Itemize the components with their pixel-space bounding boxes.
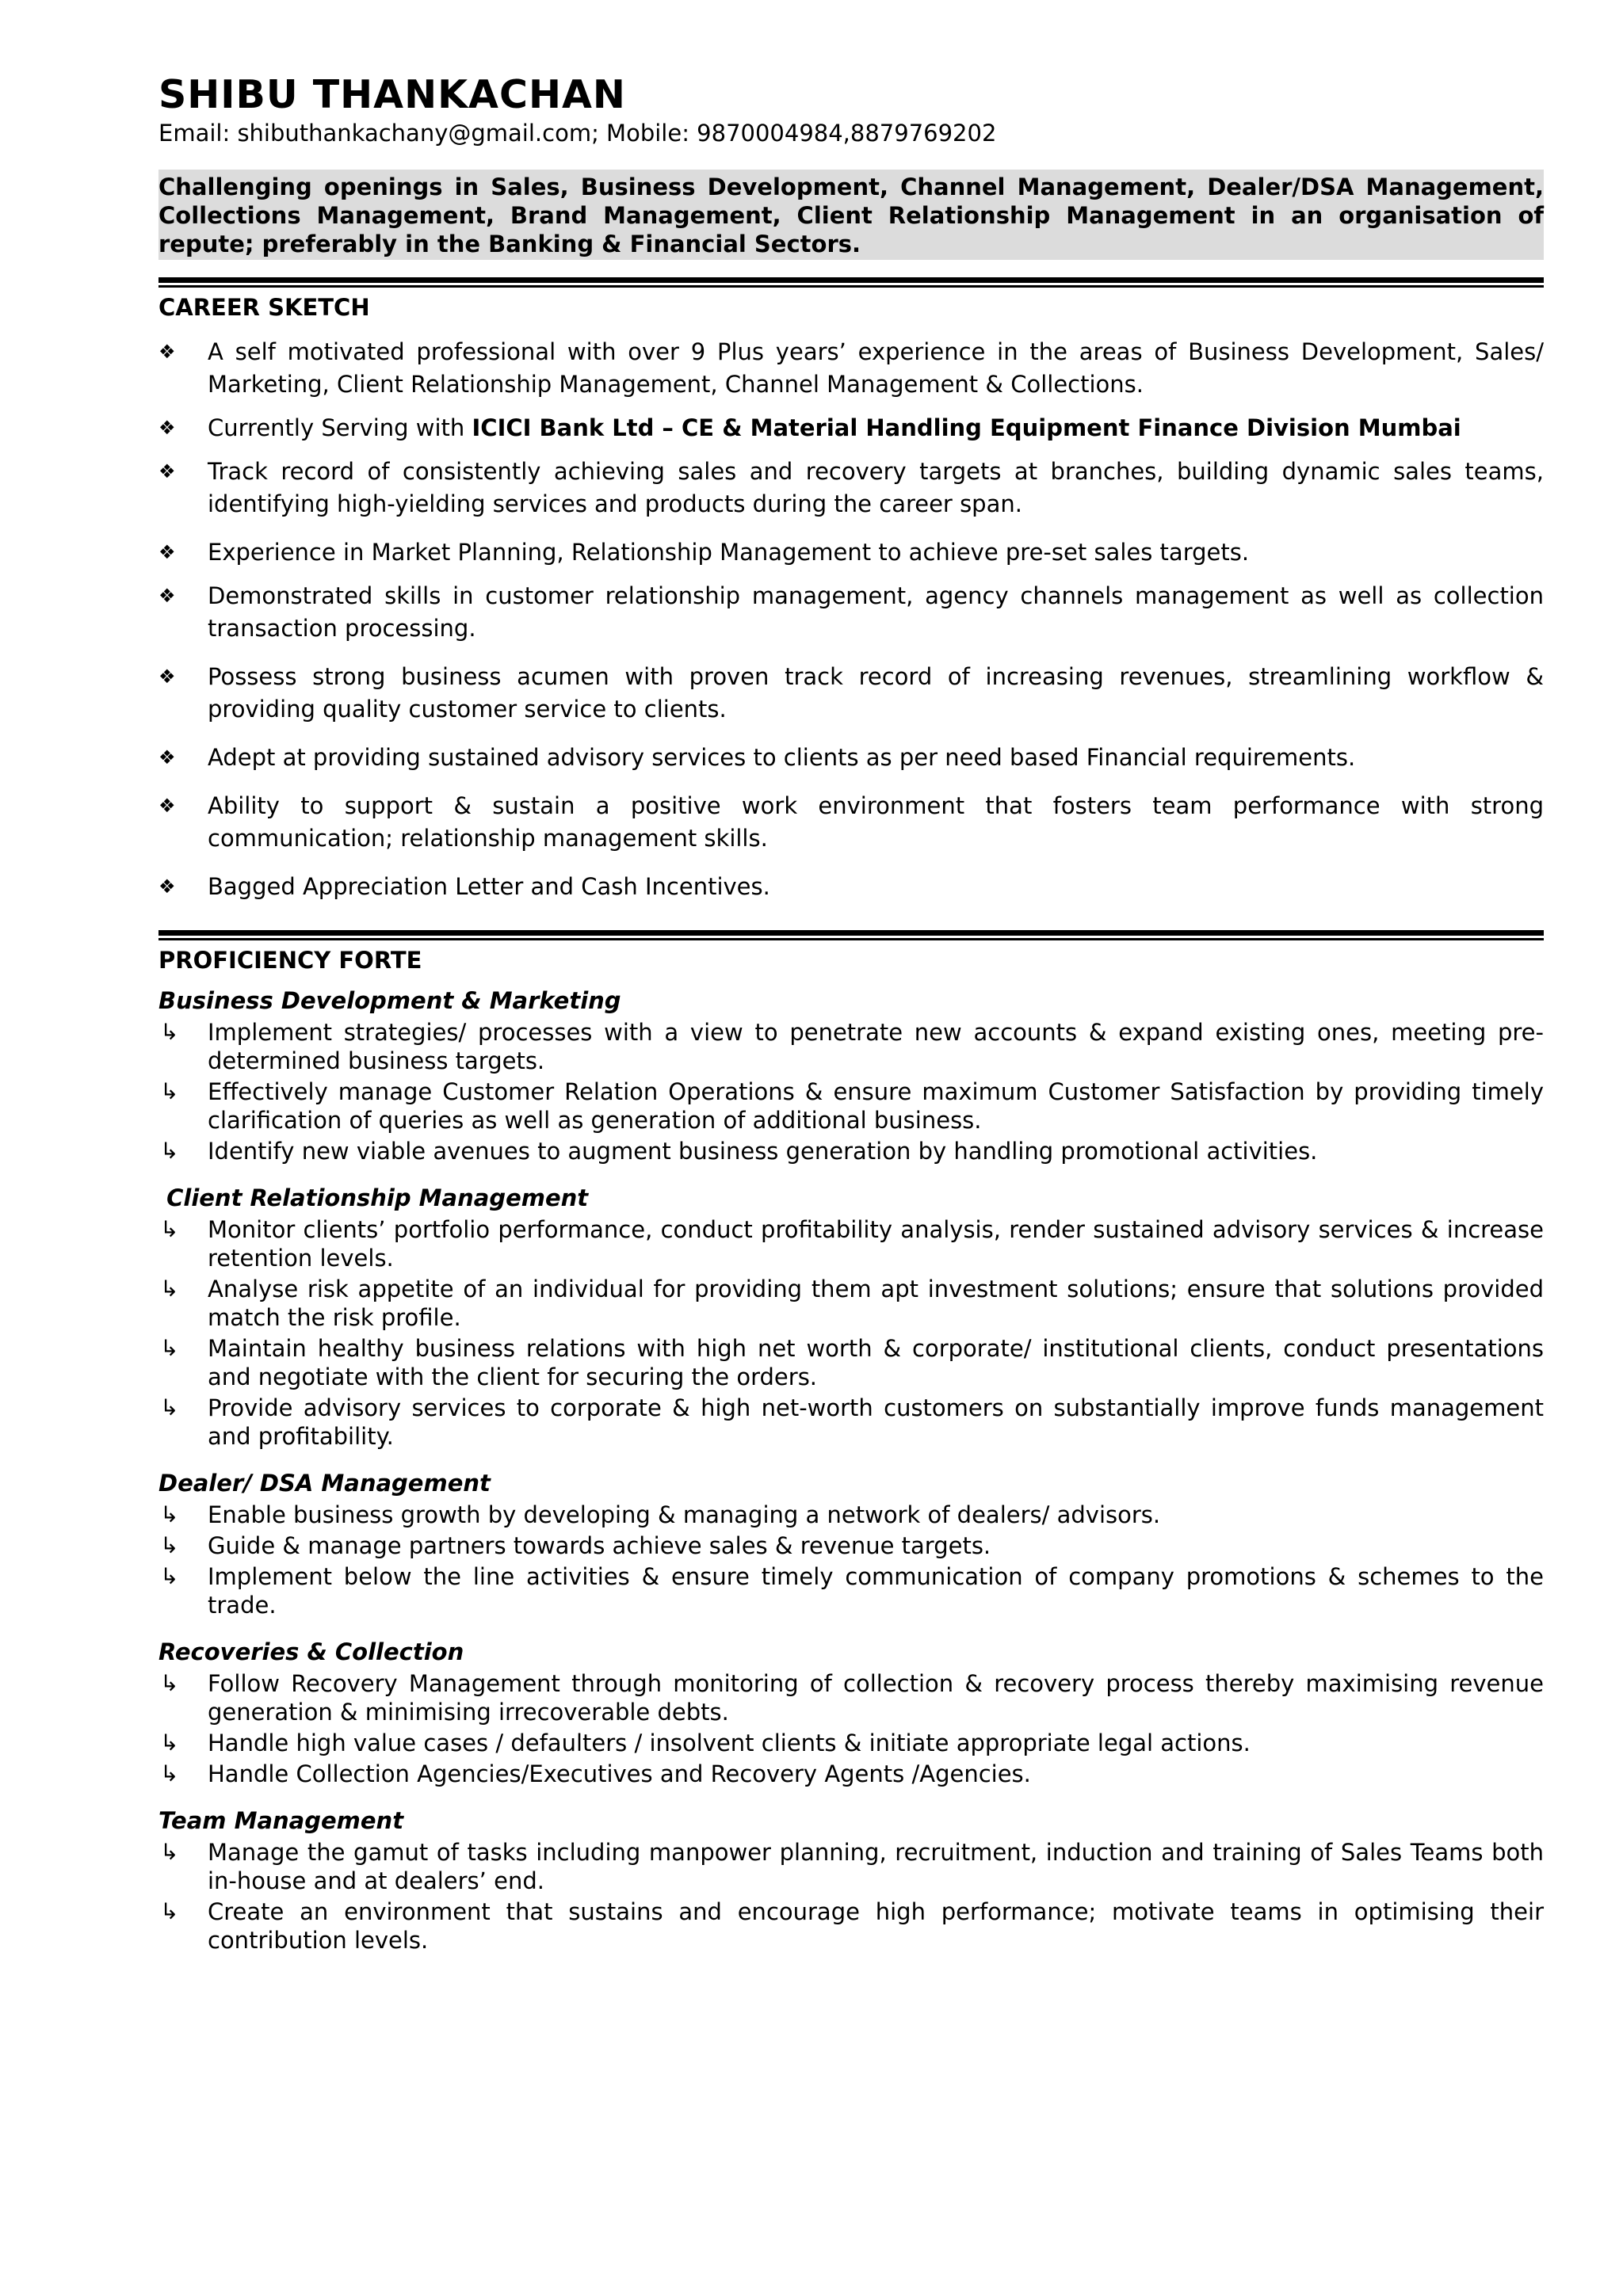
hooked-arrow-bullet-icon: ↳ xyxy=(160,1394,179,1421)
proficiency-group xyxy=(158,1637,1544,1788)
hooked-arrow-bullet-icon: ↳ xyxy=(160,1078,179,1104)
section-divider xyxy=(158,930,1544,941)
proficiency-group xyxy=(158,1468,1544,1619)
hooked-arrow-bullet-icon: ↳ xyxy=(160,1138,179,1164)
list-item: ↳ Monitor clients’ portfolio performance, conduct profitability analysis, render sustained advisory services & increase retention levels. xyxy=(160,1216,1544,1272)
career-sketch-item: ❖ Currently Serving with ICICI Bank Ltd – CE & Material Handling Equipment Finance Division Mumbai xyxy=(158,412,1544,444)
diamond-bullet-icon: ❖ xyxy=(158,746,176,769)
resume-page xyxy=(158,73,1544,1955)
diamond-bullet-icon: ❖ xyxy=(158,666,176,688)
hooked-arrow-bullet-icon: ↳ xyxy=(160,1501,179,1527)
career-sketch-item: ❖ Ability to support & sustain a positive work environment that fosters team performance with strong communication; relationship management skills. xyxy=(158,790,1544,855)
diamond-bullet-icon: ❖ xyxy=(158,341,176,363)
hooked-arrow-bullet-icon: ↳ xyxy=(160,1670,179,1696)
group-list xyxy=(158,1501,1544,1619)
current-employer: ICICI Bank Ltd – CE & Material Handling Equipment Finance Division Mumbai xyxy=(472,414,1461,441)
group-list xyxy=(158,1018,1544,1165)
proficiency-group xyxy=(158,986,1544,1165)
section-divider xyxy=(158,277,1544,288)
list-item: ↳ Provide advisory services to corporate & high net-worth customers on substantially improve funds management and profitability. xyxy=(160,1394,1544,1450)
diamond-bullet-icon: ❖ xyxy=(158,417,176,439)
career-sketch-item: ❖ Possess strong business acumen with proven track record of increasing revenues, streamlining workflow & providing quality customer service to clients. xyxy=(158,661,1544,726)
hooked-arrow-bullet-icon: ↳ xyxy=(160,1730,179,1756)
hooked-arrow-bullet-icon: ↳ xyxy=(160,1019,179,1045)
hooked-arrow-bullet-icon: ↳ xyxy=(160,1276,179,1302)
hooked-arrow-bullet-icon: ↳ xyxy=(160,1532,179,1558)
list-item: ↳ Handle Collection Agencies/Executives and Recovery Agents /Agencies. xyxy=(160,1760,1031,1787)
list-item: ↳ Create an environment that sustains and encourage high performance; motivate teams in optimising their contribution levels. xyxy=(160,1898,1544,1954)
list-item: ↳ Implement below the line activities & ensure timely communication of company promotions & schemes to the trade. xyxy=(160,1563,1544,1619)
career-sketch-item: ❖ Adept at providing sustained advisory services to clients as per need based Financial requirements. xyxy=(158,742,1544,774)
hooked-arrow-bullet-icon: ↳ xyxy=(160,1839,179,1865)
group-title: Dealer/ DSA Management xyxy=(158,1470,491,1497)
hooked-arrow-bullet-icon: ↳ xyxy=(160,1335,179,1361)
career-sketch-title: CAREER SKETCH xyxy=(158,294,370,321)
hooked-arrow-bullet-icon: ↳ xyxy=(160,1216,179,1242)
diamond-bullet-icon: ❖ xyxy=(158,460,176,482)
career-sketch-list xyxy=(158,336,1544,903)
career-objective: Challenging openings in Sales, Business Development, Channel Management, Dealer/DSA Management, Collections Management, Brand Management, Client Relationship Management in an organisation of repute; preferably in the Banking & Financial Sectors. xyxy=(158,170,1544,260)
list-item: ↳ Guide & manage partners towards achieve sales & revenue targets. xyxy=(160,1532,991,1559)
contact-line: Email: shibuthankachany@gmail.com; Mobile: 9870004984,8879769202 xyxy=(158,120,997,147)
diamond-bullet-icon: ❖ xyxy=(158,541,176,563)
proficiency-title: PROFICIENCY FORTE xyxy=(158,947,422,974)
diamond-bullet-icon: ❖ xyxy=(158,795,176,817)
group-title: Client Relationship Management xyxy=(158,1184,589,1211)
list-item: ↳ Maintain healthy business relations with high net worth & corporate/ institutional clients, conduct presentations and negotiate with the client for securing the orders. xyxy=(160,1335,1544,1390)
list-item: ↳ Effectively manage Customer Relation Operations & ensure maximum Customer Satisfaction by providing timely clarification of queries as well as generation of additional business. xyxy=(160,1078,1544,1134)
hooked-arrow-bullet-icon: ↳ xyxy=(160,1563,179,1589)
list-item: ↳ Identify new viable avenues to augment business generation by handling promotional activities. xyxy=(160,1138,1318,1165)
diamond-bullet-icon: ❖ xyxy=(158,875,176,898)
career-sketch-item: ❖ Track record of consistently achieving sales and recovery targets at branches, building dynamic sales teams, identifying high-yielding services and products during the career span. xyxy=(158,456,1544,521)
career-sketch-item: ❖ Experience in Market Planning, Relationship Management to achieve pre-set sales targets. xyxy=(158,536,1544,569)
hooked-arrow-bullet-icon: ↳ xyxy=(160,1760,179,1787)
list-item: ↳ Analyse risk appetite of an individual for providing them apt investment solutions; ensure that solutions provided match the risk profile. xyxy=(160,1276,1544,1331)
group-title: Team Management xyxy=(158,1807,404,1834)
list-item: ↳ Follow Recovery Management through monitoring of collection & recovery process thereby maximising revenue generation & minimising irrecoverable debts. xyxy=(160,1670,1544,1726)
career-sketch-item: ❖ A self motivated professional with over 9 Plus years’ experience in the areas of Business Development, Sales/ Marketing, Client Relationship Management, Channel Management & Collections. xyxy=(158,336,1544,401)
group-title: Recoveries & Collection xyxy=(158,1638,464,1665)
list-item: ↳ Manage the gamut of tasks including manpower planning, recruitment, induction and training of Sales Teams both in-house and at dealers’ end. xyxy=(160,1839,1544,1894)
list-item: ↳ Handle high value cases / defaulters / insolvent clients & initiate appropriate legal actions. xyxy=(160,1730,1251,1756)
group-list xyxy=(158,1669,1544,1788)
proficiency-group xyxy=(158,1183,1544,1451)
group-list xyxy=(158,1838,1544,1955)
hooked-arrow-bullet-icon: ↳ xyxy=(160,1898,179,1924)
group-list xyxy=(158,1215,1544,1451)
list-item: ↳ Implement strategies/ processes with a view to penetrate new accounts & expand existing ones, meeting pre-determined business targets. xyxy=(160,1019,1544,1074)
proficiency-group xyxy=(158,1806,1544,1955)
list-item: ↳ Enable business growth by developing & managing a network of dealers/ advisors. xyxy=(160,1501,1161,1528)
diamond-bullet-icon: ❖ xyxy=(158,585,176,607)
career-sketch-item: ❖ Demonstrated skills in customer relationship management, agency channels management as well as collection transaction processing. xyxy=(158,580,1544,645)
career-sketch-item: ❖ Bagged Appreciation Letter and Cash Incentives. xyxy=(158,871,1544,903)
candidate-name: SHIBU THANKACHAN xyxy=(158,72,626,117)
group-title: Business Development & Marketing xyxy=(158,987,621,1014)
